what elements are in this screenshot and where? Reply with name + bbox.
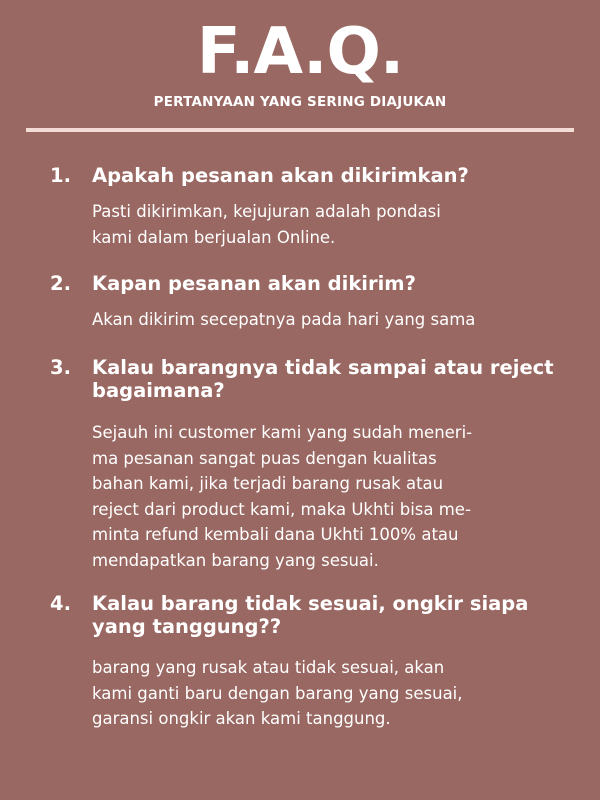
faq-question-row — [50, 356, 570, 402]
faq-question: Kalau barang tidak sesuai, ongkir siapa yang tanggung?? — [92, 592, 529, 638]
faq-question: Kalau barangnya tidak sampai atau reject bagaimana? — [92, 356, 554, 402]
faq-answer: Akan dikirim secepatnya pada hari yang sama — [92, 310, 476, 329]
page-title: F.A.Q. — [196, 15, 404, 89]
faq-answer: barang yang rusak atau tidak sesuai, akan kami ganti baru dengan barang yang sesuai, garansi ongkir akan kami tanggung. — [92, 658, 463, 728]
faq-answer: Sejauh ini customer kami yang sudah meneri- ma pesanan sangat puas dengan kualitas bahan kami, jika terjadi barang rusak atau reject dari product kami, maka Ukhti bisa me- minta refund kembali dana Ukhti 100% atau mendapatkan barang yang sesuai. — [92, 423, 473, 570]
faq-number: 3. — [50, 356, 71, 379]
faq-number: 4. — [50, 592, 71, 615]
faq-question: Apakah pesanan akan dikirimkan? — [92, 164, 469, 187]
faq-question-row — [50, 592, 570, 638]
header-divider — [26, 128, 574, 132]
faq-number: 2. — [50, 272, 71, 295]
faq-item — [50, 592, 570, 732]
faq-question: Kapan pesanan akan dikirim? — [92, 272, 416, 295]
faq-question-row — [50, 272, 570, 295]
faq-item — [50, 164, 570, 250]
faq-answer: Pasti dikirimkan, kejujuran adalah pondasi kami dalam berjualan Online. — [92, 202, 441, 247]
page-subtitle: PERTANYAAN YANG SERING DIAJUKAN — [153, 94, 447, 110]
faq-question-row — [50, 164, 570, 187]
faq-item — [50, 356, 570, 573]
faq-number: 1. — [50, 164, 71, 187]
faq-item — [50, 272, 570, 333]
